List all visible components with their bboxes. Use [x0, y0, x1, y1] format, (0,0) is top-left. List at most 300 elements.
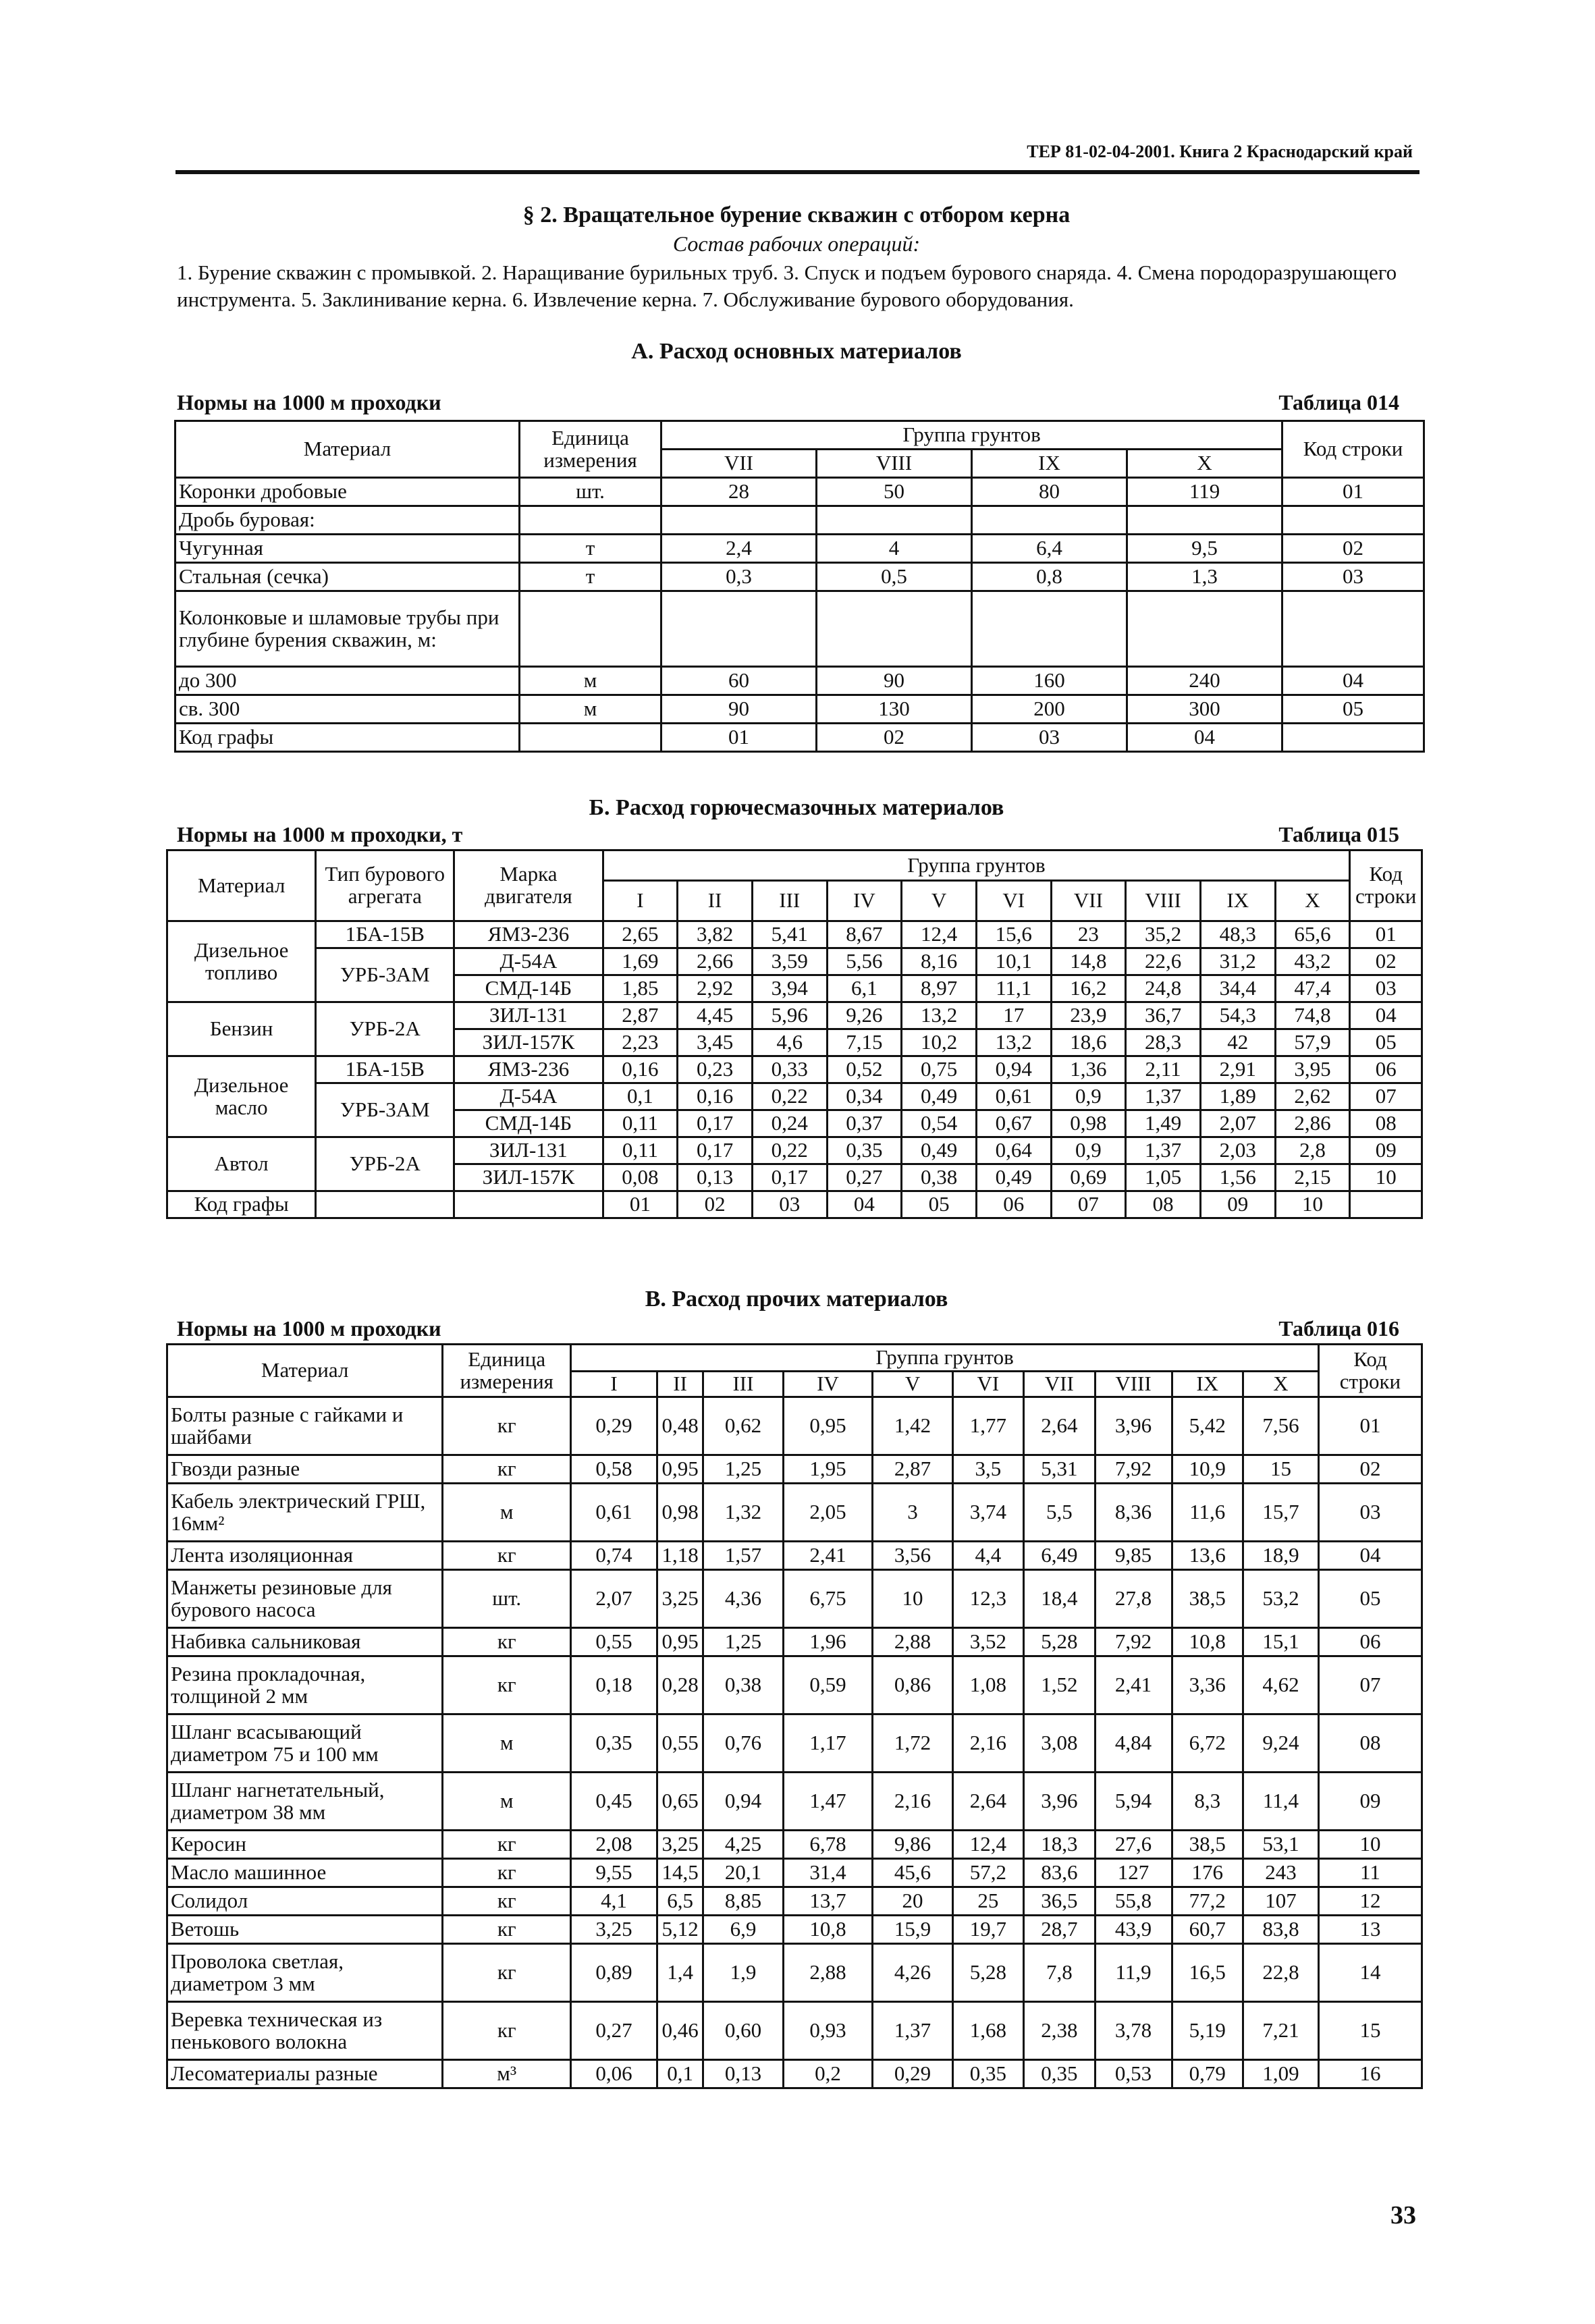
column-code: 10	[1275, 1191, 1350, 1218]
aggregate-cell: 1БА-15В	[316, 921, 454, 948]
value-cell: 0,74	[571, 1542, 657, 1570]
value-cell: 0,28	[657, 1656, 703, 1714]
material-cell: Коронки дробовые	[175, 478, 520, 506]
header-group-col: VIII	[817, 450, 972, 478]
table-row	[175, 591, 1424, 667]
table-row	[167, 850, 1422, 881]
value-cell: 0,13	[703, 2060, 783, 2088]
value-cell: 36,7	[1126, 1002, 1201, 1029]
value-cell: 0,49	[902, 1083, 977, 1110]
table-row	[167, 1570, 1422, 1628]
value-cell: 0,86	[873, 1656, 952, 1714]
value-cell: 0,29	[571, 1397, 657, 1455]
value-cell: 74,8	[1275, 1002, 1350, 1029]
value-cell: 5,94	[1095, 1773, 1172, 1831]
value-cell: 0,23	[678, 1056, 753, 1083]
value-cell: 1,17	[783, 1714, 873, 1773]
value-cell: 31,2	[1200, 948, 1275, 975]
value-cell: 0,13	[678, 1164, 753, 1191]
material-cell: Керосин	[167, 1831, 443, 1859]
value-cell: 22,8	[1243, 1944, 1318, 2002]
table-row	[167, 1859, 1422, 1887]
value-cell: 6,75	[783, 1570, 873, 1628]
header-rule	[175, 170, 1420, 174]
value-cell: 0,38	[902, 1164, 977, 1191]
unit-cell: м	[520, 695, 661, 724]
value-cell: 2,87	[603, 1002, 678, 1029]
value-cell: 1,72	[873, 1714, 952, 1773]
table-row	[167, 1056, 1422, 1083]
unit-cell: м³	[443, 2060, 571, 2088]
value-cell: 1,4	[657, 1944, 703, 2002]
value-cell: 0,62	[703, 1397, 783, 1455]
value-cell	[661, 506, 817, 535]
value-cell	[1127, 506, 1282, 535]
table-row	[167, 1831, 1422, 1859]
code-cell: 01	[1350, 921, 1422, 948]
value-cell: 160	[972, 667, 1127, 695]
table-row	[175, 535, 1424, 563]
value-cell: 83,8	[1243, 1916, 1318, 1944]
header-aggregate: Тип бурового агрегата	[316, 850, 454, 921]
value-cell: 3,74	[952, 1484, 1023, 1542]
material-cell: Колонковые и шламовые трубы при глубине бурения скважин, м:	[175, 591, 520, 667]
value-cell: 0,95	[783, 1397, 873, 1455]
value-cell: 1,37	[873, 2002, 952, 2060]
header-material: Материал	[167, 850, 316, 921]
value-cell: 22,6	[1126, 948, 1201, 975]
value-cell: 38,5	[1172, 1570, 1243, 1628]
header-material: Материал	[175, 421, 520, 478]
table-row	[167, 2002, 1422, 2060]
value-cell: 57,9	[1275, 1029, 1350, 1056]
value-cell: 0,45	[571, 1773, 657, 1831]
value-cell: 200	[972, 695, 1127, 724]
value-cell: 1,95	[783, 1455, 873, 1484]
material-cell: Масло машинное	[167, 1859, 443, 1887]
header-group-col: VIII	[1126, 881, 1201, 921]
table-row	[175, 695, 1424, 724]
unit-cell: м	[443, 1484, 571, 1542]
column-code-label: Код графы	[175, 724, 520, 752]
value-cell: 24,8	[1126, 975, 1201, 1002]
value-cell: 4,36	[703, 1570, 783, 1628]
value-cell: 60,7	[1172, 1916, 1243, 1944]
header-code: Код строки	[1350, 850, 1422, 921]
material-cell: Лесоматериалы разные	[167, 2060, 443, 2088]
value-cell: 0,11	[603, 1137, 678, 1164]
value-cell: 20	[873, 1887, 952, 1916]
value-cell: 0,94	[976, 1056, 1051, 1083]
value-cell: 5,5	[1024, 1484, 1095, 1542]
column-code: 01	[603, 1191, 678, 1218]
value-cell: 90	[817, 667, 972, 695]
empty-cell	[316, 1191, 454, 1218]
header-group-col: II	[657, 1372, 703, 1397]
value-cell: 10,9	[1172, 1455, 1243, 1484]
value-cell: 9,24	[1243, 1714, 1318, 1773]
value-cell: 107	[1243, 1887, 1318, 1916]
value-cell: 13,2	[902, 1002, 977, 1029]
operations-text: 1. Бурение скважин с промывкой. 2. Наращивание бурильных труб. 3. Спуск и подъем бурового снаряда. 4. Смена породоразрушающего инструмента. 5. Заклинивание керна. 6. Извлечение керна. 7. Обслуживание бурового оборудования.	[177, 261, 1397, 311]
value-cell: 43,9	[1095, 1916, 1172, 1944]
code-cell: 07	[1350, 1083, 1422, 1110]
code-cell: 08	[1318, 1714, 1422, 1773]
value-cell: 9,5	[1127, 535, 1282, 563]
unit-cell: кг	[443, 1455, 571, 1484]
code-cell: 12	[1318, 1887, 1422, 1916]
code-cell: 09	[1318, 1773, 1422, 1831]
value-cell: 15,7	[1243, 1484, 1318, 1542]
value-cell: 17	[976, 1002, 1051, 1029]
value-cell: 3,78	[1095, 2002, 1172, 2060]
value-cell: 1,25	[703, 1455, 783, 1484]
value-cell: 8,36	[1095, 1484, 1172, 1542]
value-cell: 1,68	[952, 2002, 1023, 2060]
value-cell: 0,49	[902, 1137, 977, 1164]
unit-cell	[520, 591, 661, 667]
value-cell: 5,12	[657, 1916, 703, 1944]
value-cell: 11,6	[1172, 1484, 1243, 1542]
value-cell: 1,3	[1127, 563, 1282, 591]
header-group-col: IX	[1172, 1372, 1243, 1397]
value-cell: 0,53	[1095, 2060, 1172, 2088]
table-row	[167, 1191, 1422, 1218]
value-cell: 0,16	[603, 1056, 678, 1083]
value-cell: 2,03	[1200, 1137, 1275, 1164]
value-cell: 0,08	[603, 1164, 678, 1191]
value-cell: 0,75	[902, 1056, 977, 1083]
value-cell: 0,34	[827, 1083, 902, 1110]
value-cell: 4,6	[752, 1029, 827, 1056]
value-cell: 0,9	[1051, 1083, 1126, 1110]
engine-cell: ЯМЗ-236	[454, 1056, 603, 1083]
aggregate-cell: УРБ-3АМ	[316, 948, 454, 1002]
value-cell: 0,67	[976, 1110, 1051, 1137]
value-cell: 1,57	[703, 1542, 783, 1570]
value-cell: 10,8	[1172, 1628, 1243, 1656]
value-cell: 4,25	[703, 1831, 783, 1859]
header-group-col: IX	[1200, 881, 1275, 921]
value-cell: 1,52	[1024, 1656, 1095, 1714]
value-cell: 0,11	[603, 1110, 678, 1137]
value-cell: 0,55	[657, 1714, 703, 1773]
material-cell: Дробь буровая:	[175, 506, 520, 535]
header-unit: Единица измерения	[443, 1345, 571, 1397]
value-cell: 15,1	[1243, 1628, 1318, 1656]
value-cell: 14,8	[1051, 948, 1126, 975]
table-row	[167, 1083, 1422, 1110]
value-cell: 6,9	[703, 1916, 783, 1944]
value-cell: 18,3	[1024, 1831, 1095, 1859]
material-cell: Дизельное топливо	[167, 921, 316, 1002]
value-cell: 1,49	[1126, 1110, 1201, 1137]
value-cell: 10,1	[976, 948, 1051, 975]
value-cell: 18,9	[1243, 1542, 1318, 1570]
value-cell: 0,1	[603, 1083, 678, 1110]
aggregate-cell: УРБ-3АМ	[316, 1083, 454, 1137]
engine-cell: ЗИЛ-157К	[454, 1164, 603, 1191]
code-cell: 07	[1318, 1656, 1422, 1714]
table-row	[175, 667, 1424, 695]
header-group-col: IX	[972, 450, 1127, 478]
table-row	[167, 1484, 1422, 1542]
value-cell: 5,31	[1024, 1455, 1095, 1484]
value-cell: 0,98	[1051, 1110, 1126, 1137]
value-cell: 0,22	[752, 1137, 827, 1164]
table-c-norms: Нормы на 1000 м проходки	[177, 1316, 441, 1341]
value-cell: 1,32	[703, 1484, 783, 1542]
material-cell: Шланг всасывающий диаметром 75 и 100 мм	[167, 1714, 443, 1773]
code-cell: 13	[1318, 1916, 1422, 1944]
value-cell: 5,42	[1172, 1397, 1243, 1455]
code-cell: 02	[1350, 948, 1422, 975]
value-cell: 3	[873, 1484, 952, 1542]
value-cell: 0,35	[827, 1137, 902, 1164]
code-cell: 11	[1318, 1859, 1422, 1887]
value-cell: 7,92	[1095, 1455, 1172, 1484]
value-cell: 27,6	[1095, 1831, 1172, 1859]
table-row	[167, 1656, 1422, 1714]
value-cell: 12,4	[952, 1831, 1023, 1859]
unit-cell	[520, 506, 661, 535]
value-cell: 4,1	[571, 1887, 657, 1916]
running-header: ТЕР 81-02-04-2001. Книга 2 Краснодарский край	[1027, 142, 1413, 161]
code-cell: 05	[1318, 1570, 1422, 1628]
table-a-title: А. Расход основных материалов	[631, 339, 962, 364]
value-cell: 2,38	[1024, 2002, 1095, 2060]
value-cell: 1,47	[783, 1773, 873, 1831]
value-cell: 176	[1172, 1859, 1243, 1887]
aggregate-cell: УРБ-2А	[316, 1002, 454, 1056]
empty-cell	[1282, 724, 1424, 752]
code-cell: 03	[1318, 1484, 1422, 1542]
header-group-col: VII	[1024, 1372, 1095, 1397]
table-row	[167, 1137, 1422, 1164]
engine-cell: Д-54А	[454, 948, 603, 975]
header-group-col: III	[752, 881, 827, 921]
value-cell: 16,2	[1051, 975, 1126, 1002]
value-cell: 3,25	[657, 1570, 703, 1628]
header-group: Группа грунтов	[661, 421, 1282, 450]
code-cell: 02	[1282, 535, 1424, 563]
value-cell: 2,08	[571, 1831, 657, 1859]
column-code-label: Код графы	[167, 1191, 316, 1218]
value-cell: 0,95	[657, 1455, 703, 1484]
code-cell: 02	[1318, 1455, 1422, 1484]
header-engine: Марка двигателя	[454, 850, 603, 921]
value-cell: 34,4	[1200, 975, 1275, 1002]
value-cell: 0,3	[661, 563, 817, 591]
value-cell: 0,33	[752, 1056, 827, 1083]
value-cell: 8,97	[902, 975, 977, 1002]
code-cell: 09	[1350, 1137, 1422, 1164]
value-cell: 0,48	[657, 1397, 703, 1455]
value-cell: 27,8	[1095, 1570, 1172, 1628]
empty-cell	[454, 1191, 603, 1218]
table-row	[167, 1628, 1422, 1656]
material-cell: Веревка техническая из пенькового волокна	[167, 2002, 443, 2060]
value-cell: 18,6	[1051, 1029, 1126, 1056]
value-cell: 3,25	[571, 1916, 657, 1944]
code-cell: 06	[1318, 1628, 1422, 1656]
table-b-title: Б. Расход горючесмазочных материалов	[589, 795, 1004, 820]
value-cell: 9,86	[873, 1831, 952, 1859]
value-cell: 0,16	[678, 1083, 753, 1110]
value-cell: 0,29	[873, 2060, 952, 2088]
value-cell: 9,85	[1095, 1542, 1172, 1570]
table-row	[175, 563, 1424, 591]
code-cell: 01	[1282, 478, 1424, 506]
value-cell: 57,2	[952, 1859, 1023, 1887]
value-cell: 5,41	[752, 921, 827, 948]
table-b-number: Таблица 015	[1278, 822, 1399, 846]
value-cell: 0,27	[571, 2002, 657, 2060]
table-row	[175, 506, 1424, 535]
header-group-col: II	[678, 881, 753, 921]
unit-cell: кг	[443, 1542, 571, 1570]
value-cell: 13,6	[1172, 1542, 1243, 1570]
value-cell: 0,95	[657, 1628, 703, 1656]
code-cell: 04	[1282, 667, 1424, 695]
header-group-col: VIII	[1095, 1372, 1172, 1397]
material-cell: до 300	[175, 667, 520, 695]
value-cell: 3,5	[952, 1455, 1023, 1484]
code-cell: 01	[1318, 1397, 1422, 1455]
unit-cell: м	[520, 667, 661, 695]
value-cell: 3,45	[678, 1029, 753, 1056]
value-cell: 0,17	[678, 1137, 753, 1164]
column-code: 03	[752, 1191, 827, 1218]
unit-cell: м	[443, 1714, 571, 1773]
unit-cell: т	[520, 563, 661, 591]
value-cell: 5,19	[1172, 2002, 1243, 2060]
value-cell: 0,52	[827, 1056, 902, 1083]
unit-cell: кг	[443, 2002, 571, 2060]
value-cell: 53,1	[1243, 1831, 1318, 1859]
value-cell: 23	[1051, 921, 1126, 948]
value-cell: 0,2	[783, 2060, 873, 2088]
value-cell: 1,09	[1243, 2060, 1318, 2088]
value-cell: 2,88	[873, 1628, 952, 1656]
value-cell: 2,07	[571, 1570, 657, 1628]
engine-cell: ЯМЗ-236	[454, 921, 603, 948]
header-unit: Единица измерения	[520, 421, 661, 478]
value-cell: 19,7	[952, 1916, 1023, 1944]
header-group-col: X	[1275, 881, 1350, 921]
value-cell: 6,49	[1024, 1542, 1095, 1570]
value-cell: 3,95	[1275, 1056, 1350, 1083]
table-row	[167, 1714, 1422, 1773]
value-cell: 45,6	[873, 1859, 952, 1887]
value-cell: 55,8	[1095, 1887, 1172, 1916]
engine-cell: СМД-14Б	[454, 1110, 603, 1137]
material-cell: Лента изоляционная	[167, 1542, 443, 1570]
value-cell: 90	[661, 695, 817, 724]
value-cell: 3,96	[1024, 1773, 1095, 1831]
value-cell: 28,7	[1024, 1916, 1095, 1944]
value-cell: 0,76	[703, 1714, 783, 1773]
unit-cell: кг	[443, 1944, 571, 2002]
value-cell: 0,79	[1172, 2060, 1243, 2088]
material-cell: Дизельное масло	[167, 1056, 316, 1137]
code-cell: 05	[1350, 1029, 1422, 1056]
table-row	[167, 1916, 1422, 1944]
table-b-norms: Нормы на 1000 м проходки, т	[177, 822, 463, 846]
value-cell: 1,36	[1051, 1056, 1126, 1083]
value-cell: 2,65	[603, 921, 678, 948]
engine-cell: ЗИЛ-157К	[454, 1029, 603, 1056]
value-cell: 5,56	[827, 948, 902, 975]
value-cell: 119	[1127, 478, 1282, 506]
value-cell: 6,1	[827, 975, 902, 1002]
value-cell: 8,16	[902, 948, 977, 975]
value-cell	[661, 591, 817, 667]
code-cell: 15	[1318, 2002, 1422, 2060]
header-code: Код строки	[1282, 421, 1424, 478]
empty-cell	[520, 724, 661, 752]
value-cell: 83,6	[1024, 1859, 1095, 1887]
value-cell: 23,9	[1051, 1002, 1126, 1029]
value-cell: 0,35	[1024, 2060, 1095, 2088]
value-cell: 243	[1243, 1859, 1318, 1887]
code-cell: 10	[1318, 1831, 1422, 1859]
value-cell: 20,1	[703, 1859, 783, 1887]
table-row	[167, 2060, 1422, 2088]
code-cell	[1282, 506, 1424, 535]
value-cell: 0,69	[1051, 1164, 1126, 1191]
value-cell: 1,77	[952, 1397, 1023, 1455]
value-cell: 7,15	[827, 1029, 902, 1056]
material-cell: Солидол	[167, 1887, 443, 1916]
column-code: 07	[1051, 1191, 1126, 1218]
code-cell: 04	[1318, 1542, 1422, 1570]
column-code: 06	[976, 1191, 1051, 1218]
column-code: 01	[661, 724, 817, 752]
value-cell: 0,65	[657, 1773, 703, 1831]
value-cell: 0,94	[703, 1773, 783, 1831]
value-cell: 8,85	[703, 1887, 783, 1916]
code-cell: 05	[1282, 695, 1424, 724]
value-cell: 0,9	[1051, 1137, 1126, 1164]
value-cell: 0,18	[571, 1656, 657, 1714]
engine-cell: ЗИЛ-131	[454, 1137, 603, 1164]
value-cell: 10,8	[783, 1916, 873, 1944]
value-cell: 12,4	[902, 921, 977, 948]
value-cell: 9,55	[571, 1859, 657, 1887]
value-cell: 4,62	[1243, 1656, 1318, 1714]
value-cell: 48,3	[1200, 921, 1275, 948]
value-cell: 7,8	[1024, 1944, 1095, 2002]
material-cell: Проволока светлая, диаметром 3 мм	[167, 1944, 443, 2002]
table-row	[167, 1397, 1422, 1455]
table-row	[175, 421, 1424, 450]
value-cell: 0,61	[571, 1484, 657, 1542]
header-group-col: VI	[976, 881, 1051, 921]
value-cell: 0,61	[976, 1083, 1051, 1110]
value-cell: 54,3	[1200, 1002, 1275, 1029]
unit-cell: т	[520, 535, 661, 563]
value-cell: 5,28	[952, 1944, 1023, 2002]
value-cell: 2,64	[952, 1773, 1023, 1831]
column-code: 02	[678, 1191, 753, 1218]
header-group-col: IV	[827, 881, 902, 921]
section-title: § 2. Вращательное бурение скважин с отбором керна	[522, 202, 1071, 227]
value-cell: 3,52	[952, 1628, 1023, 1656]
table-a	[174, 420, 1425, 753]
value-cell: 7,21	[1243, 2002, 1318, 2060]
value-cell: 3,08	[1024, 1714, 1095, 1773]
